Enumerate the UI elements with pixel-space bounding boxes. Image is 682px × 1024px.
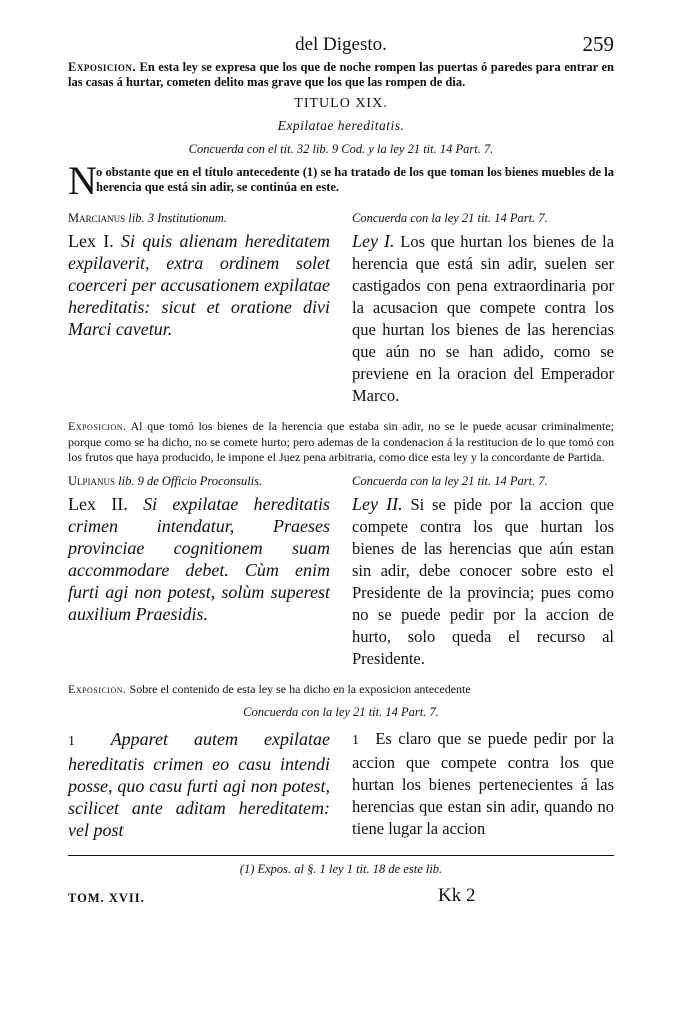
spanish-column xyxy=(352,211,614,407)
running-title: del Digesto. xyxy=(295,34,387,55)
source-work: lib. 9 de Officio Proconsulis. xyxy=(118,473,263,488)
drop-cap: N xyxy=(68,158,97,203)
latin-law-text xyxy=(68,493,330,625)
page-footer xyxy=(68,883,614,911)
spanish-text: Los que hurtan los bienes de la herencia que está sin adir, suelen ser castigados con pena extraordinaria por la acusacion que compete contra los que hurtan los bienes de las herencias que aún no se han adido, como se previene en la oracion del Emperador Marco. xyxy=(352,232,615,405)
latin-text: Apparet autem expilatae hereditatis crimen eo casu intendi posse, quo casu furti agi non potest, scilicet ante aditam hereditatem: vel post xyxy=(68,729,330,840)
latin-law-text xyxy=(68,230,330,340)
footnote: (1) Expos. al §. 1 ley 1 tit. 18 de este lib. xyxy=(239,862,443,876)
paragraph-number: 1 xyxy=(352,733,359,748)
signature-mark: Kk 2 xyxy=(438,885,476,906)
intro-paragraph xyxy=(68,158,614,203)
paragraph-number: 1 xyxy=(68,734,75,749)
latin-column xyxy=(68,211,330,407)
jurist-name: Marcianus xyxy=(68,211,126,225)
source-heading xyxy=(68,474,330,489)
exposicion-label: Exposicion. xyxy=(68,60,136,74)
lex-label: Lex II. xyxy=(68,493,128,514)
lex-label: Lex I. xyxy=(68,231,114,251)
latin-text: Si quis alienam hereditatem expilaverit, extra ordinem solet coerceri per accusationem expilatae hereditatis: sicut et oratione divi Marci cavetur. xyxy=(68,231,331,339)
exposicion-text: Al que tomó los bienes de la herencia que estaba sin adir, no se le puede acusar criminalmente; porque como se ha dicho, no se comete hurto; pero ademas de la condenacion á la restitucion de lo que tomó con los frutos que haya producido, le impone el Juez pena arbitraria, como dice esta ley y la concordante de Partida. xyxy=(68,419,614,464)
tome-number: TOM. XVII. xyxy=(68,891,145,905)
exposicion-label: Exposicion. xyxy=(68,419,127,433)
exposicion-paragraph xyxy=(68,419,614,466)
exposicion-paragraph xyxy=(68,60,614,90)
source-heading xyxy=(68,211,330,226)
latin-text: Si expilatae hereditatis crimen intendatur, Praeses provinciae cognitionem suam accommodare debet. Cùm enim furti agi non potest, solùm superest auxilium Praesidis. xyxy=(68,493,330,624)
concordance-note: Concuerda con la ley 21 tit. 14 Part. 7. xyxy=(243,705,439,719)
spanish-law-text xyxy=(352,493,614,670)
book-page xyxy=(68,30,614,911)
ley-label: Ley II. xyxy=(352,493,403,514)
intro-text: o obstante que en el título antecedente (1) se ha tratado de los que toman los bienes muebles de la herencia que está sin adir, se continúa en este. xyxy=(96,165,614,194)
spanish-column xyxy=(352,474,614,670)
latin-column xyxy=(68,474,330,670)
footnote-rule xyxy=(68,855,614,856)
titulo-subtitle: Expilatae hereditatis. xyxy=(277,118,405,133)
spanish-text: Si se pide por la accion que compete contra los que hurtan los bienes de las herencias que aún estan sin adir, debe conocer sobre esto el Presidente de la provincia; pues como no se puede pedir por la accion de hurto, solo queda el recurso al Presidente. xyxy=(352,494,615,668)
parallel-section-1 xyxy=(68,211,614,407)
concordance-heading: Concuerda con la ley 21 tit. 14 Part. 7. xyxy=(352,211,548,225)
concordance-note: Concuerda con el tit. 32 lib. 9 Cod. y la ley 21 tit. 14 Part. 7. xyxy=(188,142,494,156)
concordance-heading: Concuerda con la ley 21 tit. 14 Part. 7. xyxy=(352,473,548,488)
exposicion-label: Exposicion. xyxy=(68,681,127,696)
spanish-column xyxy=(352,728,614,841)
exposicion-text: En esta ley se expresa que los que de noche rompen las puertas ó paredes para entrar en las casas á hurtar, cometen delito mas grave que los que las rompen de dia. xyxy=(68,60,615,89)
running-header xyxy=(68,30,614,60)
parallel-section-3 xyxy=(68,728,614,841)
latin-law-text xyxy=(68,728,330,841)
spanish-law-text xyxy=(352,230,614,407)
spanish-text: Es claro que se puede pedir por la accion que compete contra los que hurtan los bienes pertenecientes á las herencias que estan sin adir, quando no tiene lugar la accion xyxy=(352,729,614,838)
exposicion-paragraph xyxy=(68,682,614,698)
ley-label: Ley I. xyxy=(352,231,395,251)
source-work: lib. 3 Institutionum. xyxy=(128,211,227,225)
jurist-name: Ulpianus xyxy=(68,473,116,488)
parallel-section-2 xyxy=(68,474,614,670)
exposicion-text: Sobre el contenido de esta ley se ha dicho en la exposicion antecedente xyxy=(129,681,471,696)
titulo-heading: TITULO XIX. xyxy=(294,96,388,111)
page-number: 259 xyxy=(582,32,614,56)
latin-column xyxy=(68,728,330,841)
spanish-law-text xyxy=(352,728,614,840)
